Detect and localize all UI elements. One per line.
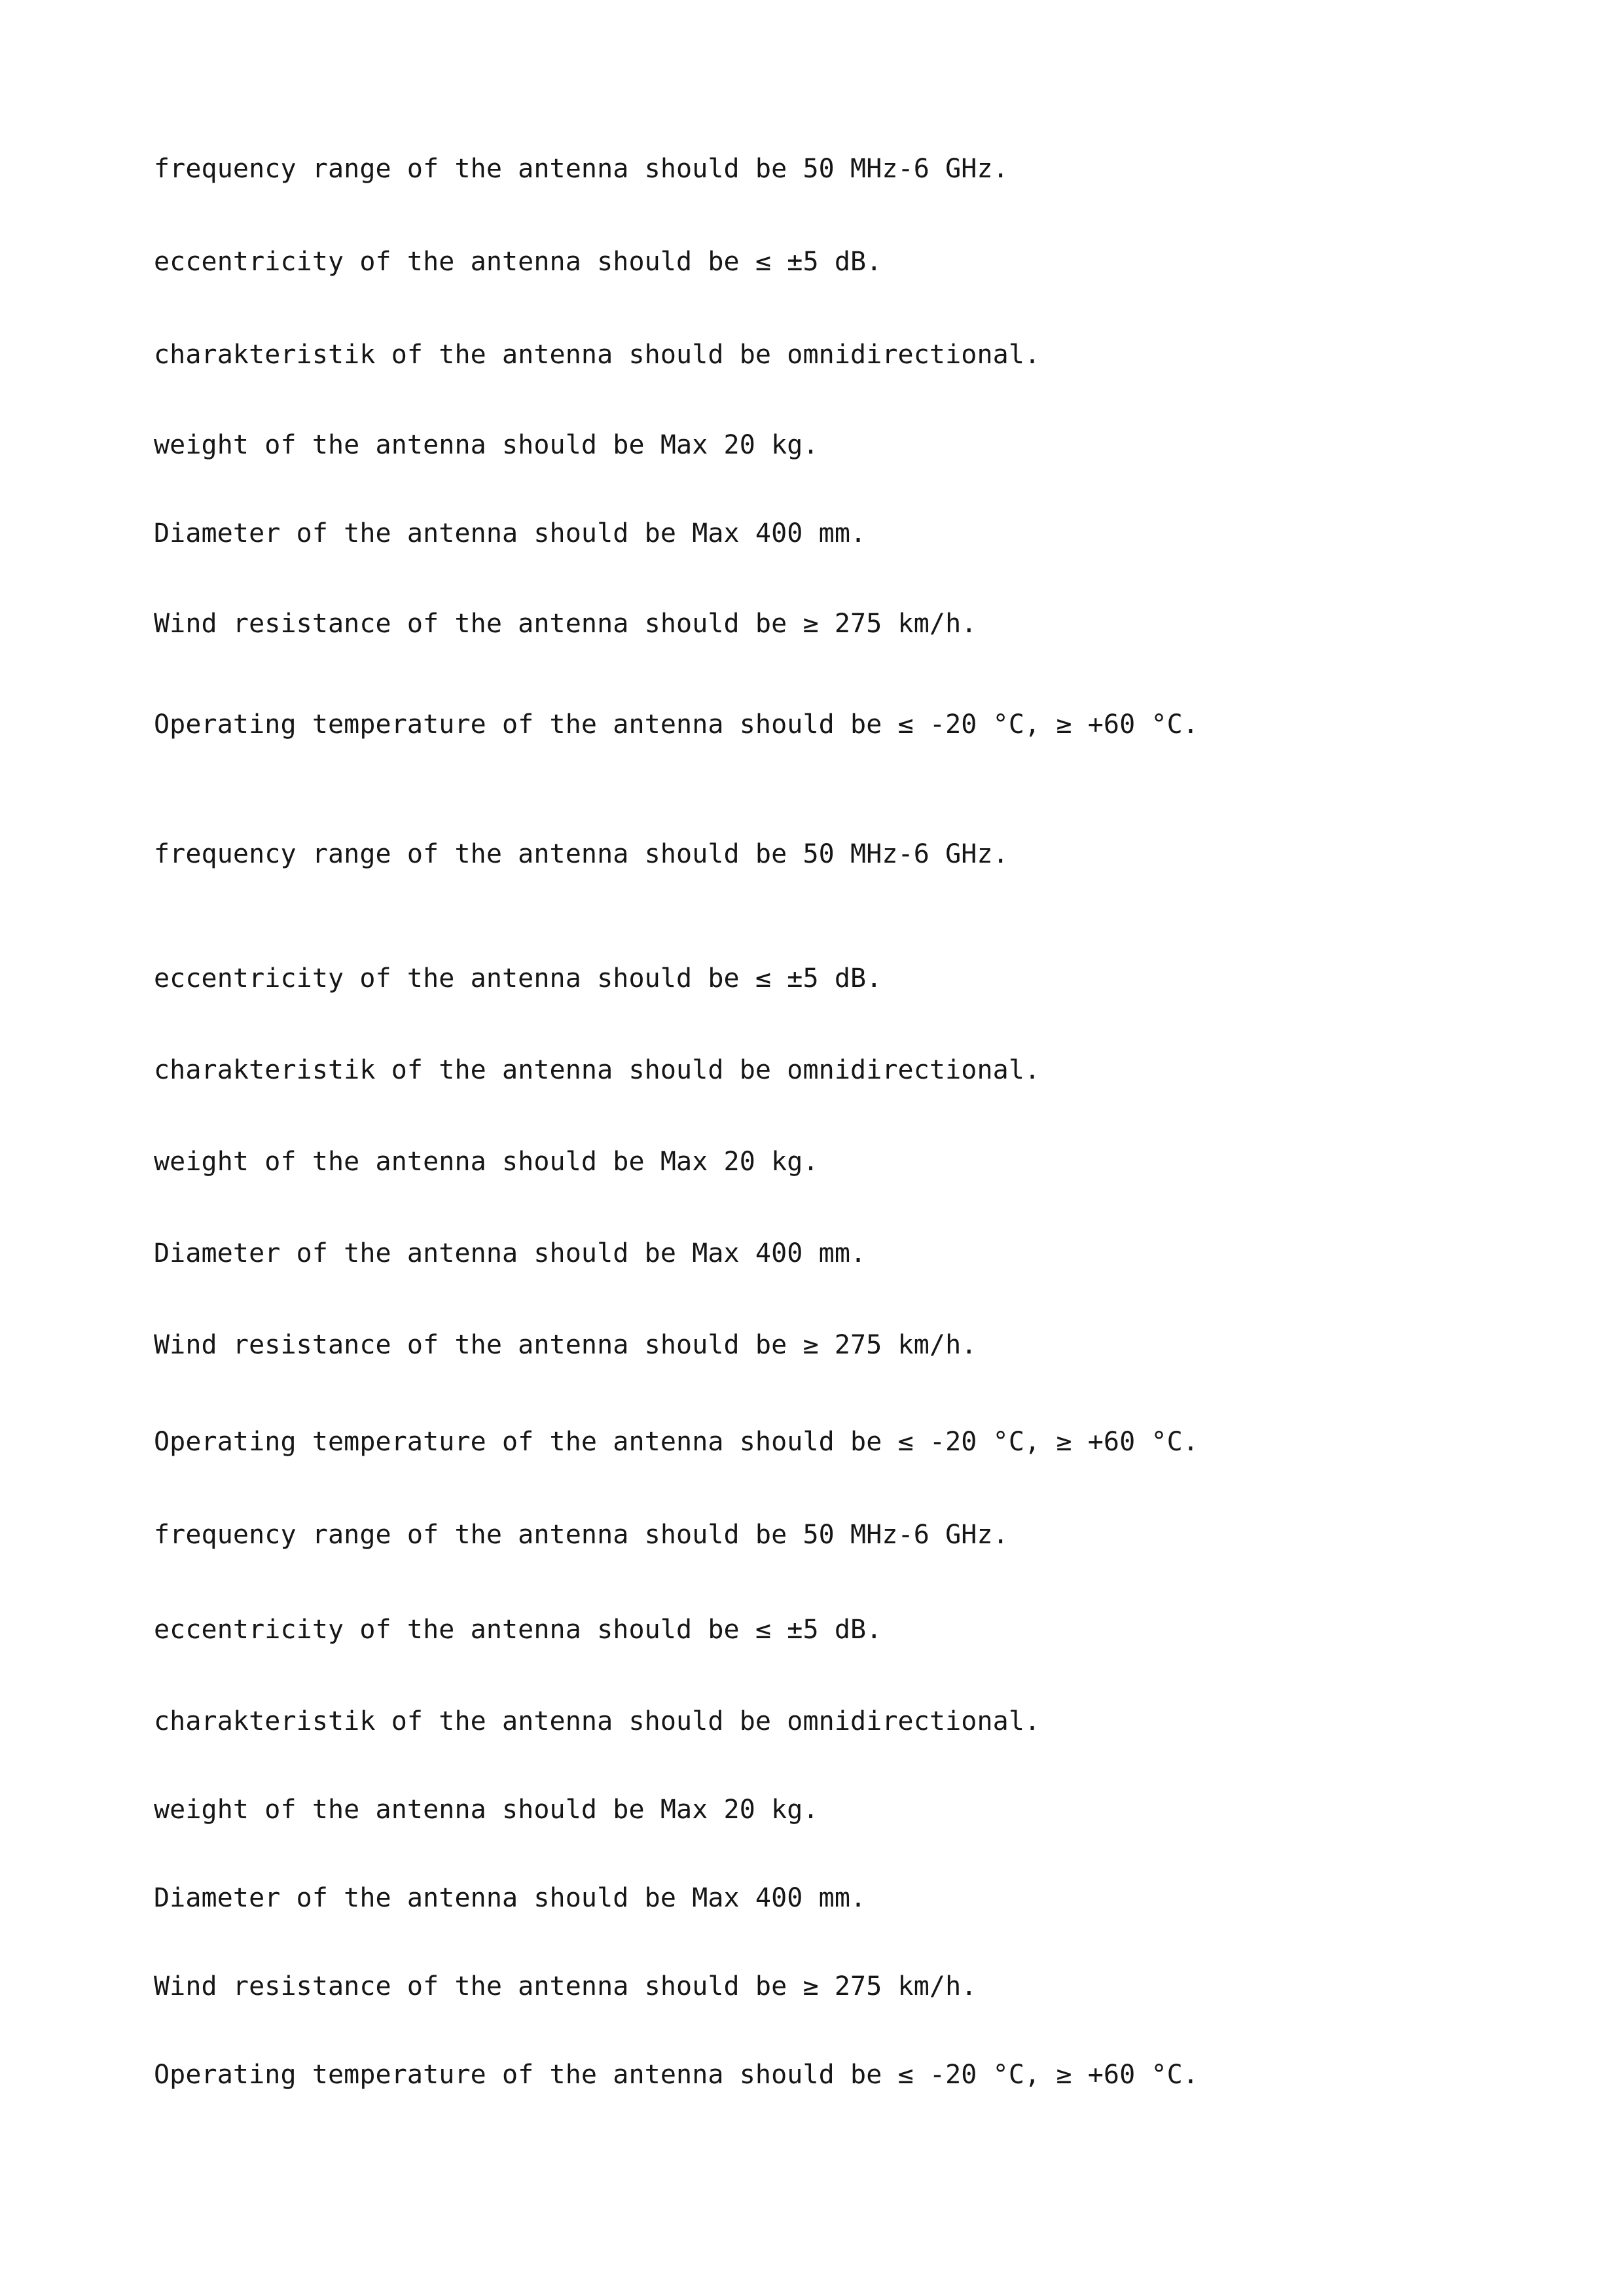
- spec-line: Diameter of the antenna should be Max 400 mm.: [154, 518, 867, 548]
- spec-line: charakteristik of the antenna should be omnidirectional.: [154, 1706, 1041, 1736]
- spec-line: frequency range of the antenna should be 50 MHz-6 GHz.: [154, 154, 1009, 184]
- spec-line: frequency range of the antenna should be 50 MHz-6 GHz.: [154, 1520, 1009, 1550]
- spec-line: weight of the antenna should be Max 20 kg.: [154, 1795, 819, 1825]
- spec-line: Operating temperature of the antenna should be ≤ -20 °C, ≥ +60 °C.: [154, 1427, 1199, 1457]
- spec-line: frequency range of the antenna should be 50 MHz-6 GHz.: [154, 839, 1009, 869]
- spec-line: Wind resistance of the antenna should be ≥ 275 km/h.: [154, 609, 977, 639]
- spec-line: eccentricity of the antenna should be ≤ ±5 dB.: [154, 247, 882, 277]
- spec-line: charakteristik of the antenna should be omnidirectional.: [154, 340, 1041, 370]
- spec-line: eccentricity of the antenna should be ≤ ±5 dB.: [154, 1615, 882, 1645]
- spec-line: Diameter of the antenna should be Max 400 mm.: [154, 1883, 867, 1913]
- spec-line: weight of the antenna should be Max 20 kg.: [154, 1147, 819, 1177]
- spec-line: Wind resistance of the antenna should be ≥ 275 km/h.: [154, 1330, 977, 1360]
- spec-line: Wind resistance of the antenna should be ≥ 275 km/h.: [154, 1971, 977, 2001]
- spec-line: Operating temperature of the antenna should be ≤ -20 °C, ≥ +60 °C.: [154, 2060, 1199, 2090]
- spec-line: charakteristik of the antenna should be omnidirectional.: [154, 1055, 1041, 1085]
- spec-line: Diameter of the antenna should be Max 400 mm.: [154, 1238, 867, 1268]
- spec-line: Operating temperature of the antenna should be ≤ -20 °C, ≥ +60 °C.: [154, 709, 1199, 740]
- spec-line: eccentricity of the antenna should be ≤ ±5 dB.: [154, 963, 882, 994]
- spec-line: weight of the antenna should be Max 20 kg.: [154, 430, 819, 460]
